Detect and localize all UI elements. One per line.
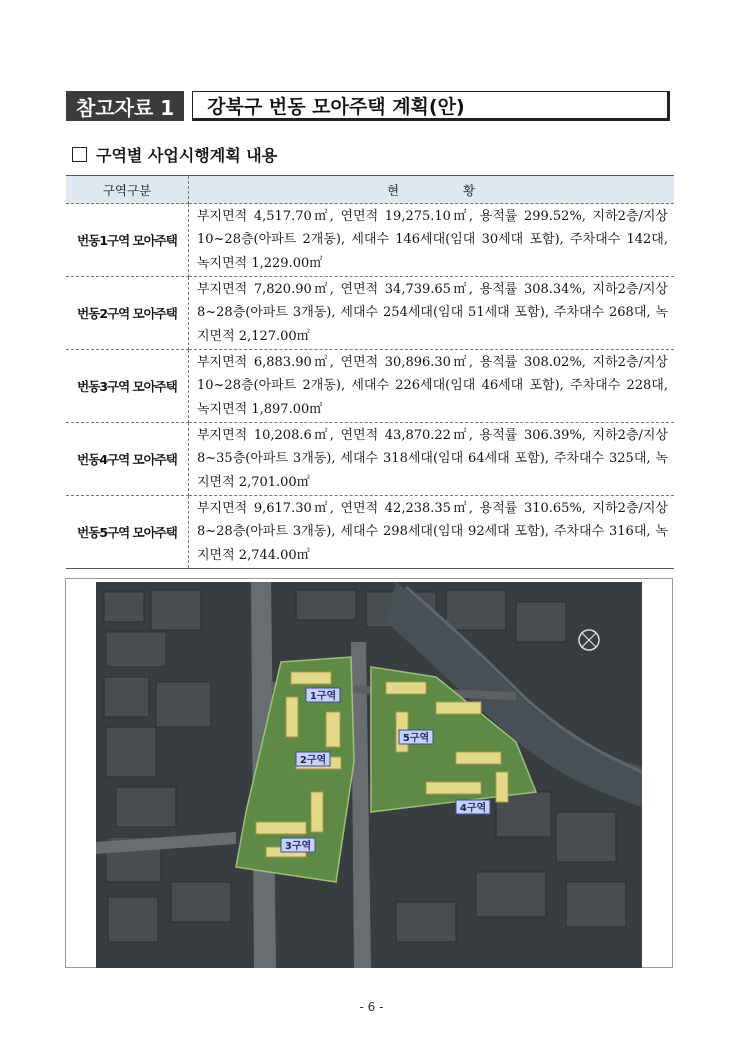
header-status: 현 황 — [189, 176, 675, 204]
site-plan-frame — [65, 578, 673, 968]
zone-name: 번동1구역 모아주택 — [66, 204, 189, 277]
zone-description: 부지면적 9,617.30㎡, 연면적 42,238.35㎡, 용적률 310.65%, 지하2층/지상8~28층(아파트 3개동), 세대수 298세대(임대 92세대 포함), 주차대수 316대, 녹지면적 2,744.00㎡ — [189, 496, 675, 569]
zone-description: 부지면적 7,820.90㎡, 연면적 34,739.65㎡, 용적률 308.34%, 지하2층/지상8~28층(아파트 3개동), 세대수 254세대(임대 51세대 포함), 주차대수 268대, 녹지면적 2,127.00㎡ — [189, 277, 675, 350]
checkbox-icon — [72, 147, 87, 162]
section-heading — [72, 143, 277, 166]
table-row — [66, 496, 674, 569]
zone-name: 번동2구역 모아주택 — [66, 277, 189, 350]
reference-tag: 참고자료 1 — [66, 91, 184, 121]
zone-1-label: 1구역 — [309, 691, 337, 702]
site-plan-image — [96, 582, 642, 968]
table-header-row — [66, 176, 674, 204]
zone-name: 번동4구역 모아주택 — [66, 423, 189, 496]
header-zone: 구역구분 — [66, 176, 189, 204]
zone-3-label: 3구역 — [284, 841, 312, 852]
table-row — [66, 277, 674, 350]
document-title-bar — [66, 91, 670, 121]
table-row — [66, 204, 674, 277]
zone-2-label: 2구역 — [299, 755, 327, 766]
zone-plan-table — [66, 175, 674, 569]
page-title: 강북구 번동 모아주택 계획(안) — [192, 91, 670, 121]
zone-name: 번동5구역 모아주택 — [66, 496, 189, 569]
zone-5-label: 5구역 — [402, 733, 430, 744]
zone-description: 부지면적 4,517.70㎡, 연면적 19,275.10㎡, 용적률 299.52%, 지하2층/지상10~28층(아파트 2개동), 세대수 146세대(임대 30세대 포함), 주차대수 142대, 녹지면적 1,229.00㎡ — [189, 204, 675, 277]
zone-description: 부지면적 10,208.6㎡, 연면적 43,870.22㎡, 용적률 306.39%, 지하2층/지상8~35층(아파트 3개동), 세대수 318세대(임대 64세대 포함), 주차대수 325대, 녹지면적 2,701.00㎡ — [189, 423, 675, 496]
zone-description: 부지면적 6,883.90㎡, 연면적 30,896.30㎡, 용적률 308.02%, 지하2층/지상10~28층(아파트 2개동), 세대수 226세대(임대 46세대 포함), 주차대수 228대, 녹지면적 1,897.00㎡ — [189, 350, 675, 423]
table-row — [66, 423, 674, 496]
table-row — [66, 350, 674, 423]
section-title: 구역별 사업시행계획 내용 — [96, 146, 278, 165]
zone-4-label: 4구역 — [459, 803, 487, 814]
page-number: - 6 - — [359, 1000, 384, 1014]
zone-name: 번동3구역 모아주택 — [66, 350, 189, 423]
